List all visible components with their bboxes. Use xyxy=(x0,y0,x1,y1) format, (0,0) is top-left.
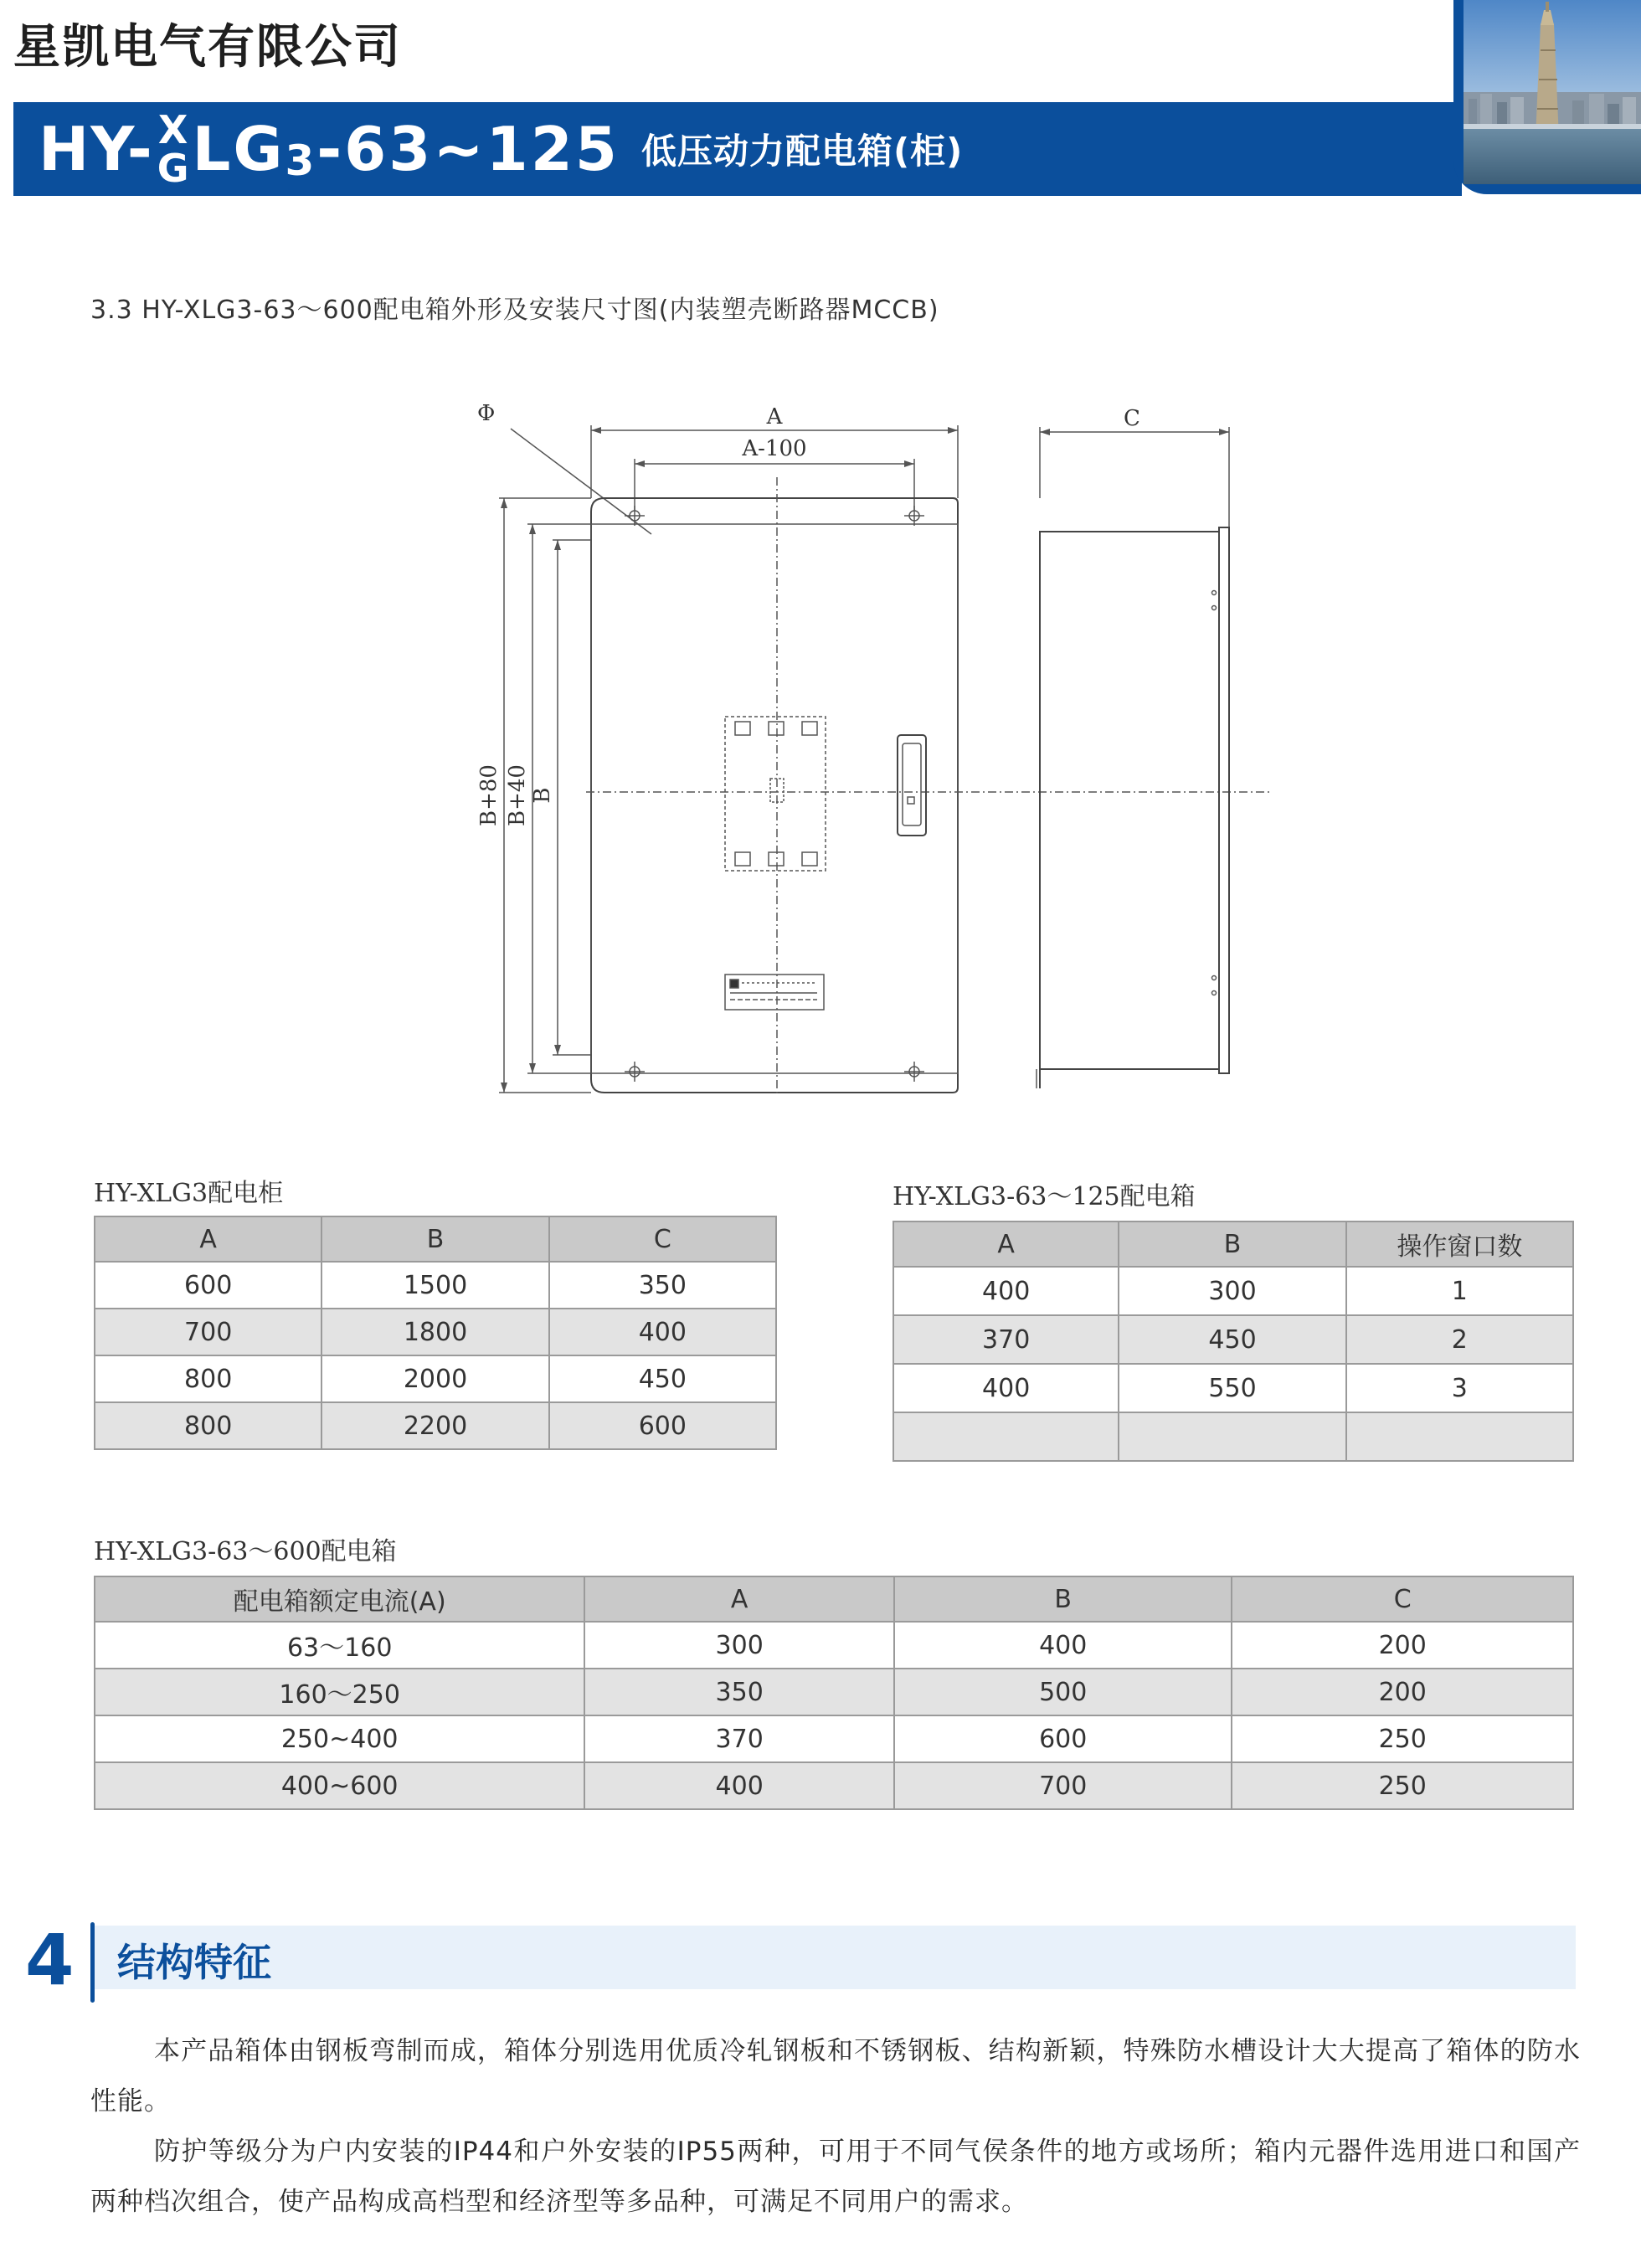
table-cell: 800 xyxy=(95,1355,322,1402)
breaker-terminal xyxy=(802,722,817,735)
model-prefix: HY- xyxy=(39,114,154,184)
table-header-cell: A xyxy=(893,1221,1119,1267)
table-header-cell: C xyxy=(549,1216,776,1262)
side-hinge xyxy=(1212,991,1217,995)
nameplate-mark xyxy=(730,980,738,988)
dim-label-b80: B+80 xyxy=(476,764,502,826)
table-cell: 200 xyxy=(1232,1622,1573,1669)
table-cell: 1800 xyxy=(322,1309,548,1355)
product-name: 低压动力配电箱(柜) xyxy=(640,131,964,172)
enclosure-side-body xyxy=(1040,532,1219,1069)
table-row xyxy=(893,1412,1573,1461)
table-row xyxy=(95,1762,1573,1809)
model-title xyxy=(39,102,963,196)
dim-label-c: C xyxy=(1124,406,1140,431)
structure-paragraph-1: 本产品箱体由钢板弯制而成，箱体分别选用优质冷轧钢板和不锈钢板、结构新颖，特殊防水槽设计大大提高了箱体的防水性能。 xyxy=(90,2036,1581,2116)
table-cell: 450 xyxy=(549,1355,776,1402)
model-sub: 3 xyxy=(285,136,317,185)
table-box-63-125 xyxy=(893,1221,1574,1462)
table-cell: 700 xyxy=(894,1762,1232,1809)
dim-label-phi: Φ xyxy=(477,401,496,426)
table-cell: 160～250 xyxy=(95,1669,584,1715)
breaker-terminal xyxy=(802,852,817,866)
side-hinge xyxy=(1212,976,1217,980)
table-cell: 550 xyxy=(1119,1364,1345,1412)
title-banner xyxy=(13,102,1462,196)
table-cell: 450 xyxy=(1119,1315,1345,1364)
section-4-number: 4 xyxy=(25,1919,75,2001)
breaker-terminal xyxy=(769,852,784,866)
table-header-cell: A xyxy=(95,1216,322,1262)
table-cell: 350 xyxy=(549,1262,776,1309)
mccb-breaker xyxy=(725,717,826,871)
table-header-cell: 配电箱额定电流(A) xyxy=(95,1576,584,1622)
table-cell: 400 xyxy=(549,1309,776,1355)
model-xg-stack xyxy=(157,107,189,191)
table-cell xyxy=(1346,1412,1573,1461)
table-cell: 400 xyxy=(893,1364,1119,1412)
table-header-cell: A xyxy=(584,1576,894,1622)
breaker-terminal xyxy=(735,722,750,735)
table-cell: 1 xyxy=(1346,1267,1573,1315)
table-row xyxy=(893,1267,1573,1315)
table-cell: 2200 xyxy=(322,1402,548,1449)
section-4-divider xyxy=(90,1922,95,2003)
breaker-terminal xyxy=(769,722,784,735)
table-cell: 370 xyxy=(584,1715,894,1762)
table-cell: 250 xyxy=(1232,1715,1573,1762)
model-x: X xyxy=(157,107,188,152)
table-cell: 600 xyxy=(549,1402,776,1449)
structure-paragraph-2: 防护等级分为户内安装的IP44和户外安装的IP55两种，可用于不同气侯条件的地方或场所；箱内元器件选用进口和国产两种档次组合，使产品构成高档型和经济型等多品种，可满足不同用户的需求。 xyxy=(90,2137,1581,2217)
table-cell: 400 xyxy=(584,1762,894,1809)
table-row xyxy=(95,1402,776,1449)
table-header-cell: 操作窗口数 xyxy=(1346,1221,1573,1267)
model-g: G xyxy=(157,146,189,191)
table-cell xyxy=(1119,1412,1345,1461)
table-cell xyxy=(893,1412,1119,1461)
model-lg xyxy=(192,114,619,184)
table-cabinet-dimensions xyxy=(94,1216,777,1450)
dim-label-b: B xyxy=(530,787,555,804)
table-cell: 400 xyxy=(894,1622,1232,1669)
table-row xyxy=(95,1622,1573,1669)
table-row xyxy=(893,1315,1573,1364)
table-cell: 300 xyxy=(1119,1267,1345,1315)
table-header-cell: B xyxy=(894,1576,1232,1622)
door-lock-inner xyxy=(903,743,921,825)
table-row xyxy=(95,1309,776,1355)
table-cell: 370 xyxy=(893,1315,1119,1364)
table-cell: 800 xyxy=(95,1402,322,1449)
section-4-band xyxy=(90,1926,1576,1989)
table-row xyxy=(95,1355,776,1402)
city-skyline-photo xyxy=(1453,0,1641,194)
table-cell: 300 xyxy=(584,1622,894,1669)
door-lock-keyhole xyxy=(908,797,914,804)
table-header-cell: B xyxy=(322,1216,548,1262)
enclosure-dimension-drawing xyxy=(435,393,1289,1097)
table-cell: 500 xyxy=(894,1669,1232,1715)
table-cell: 250 xyxy=(1232,1762,1573,1809)
table-row xyxy=(95,1262,776,1309)
table-header-cell: C xyxy=(1232,1576,1573,1622)
nameplate xyxy=(725,975,824,1010)
table-row xyxy=(893,1364,1573,1412)
table-box-63-600 xyxy=(94,1576,1574,1810)
table-row xyxy=(95,1669,1573,1715)
model-lg-text: LG xyxy=(192,114,286,184)
table-header-row xyxy=(95,1576,1573,1622)
table-cell: 600 xyxy=(894,1715,1232,1762)
company-name: 星凯电气有限公司 xyxy=(13,20,402,75)
table-header-row xyxy=(95,1216,776,1262)
table-cell: 350 xyxy=(584,1669,894,1715)
table-cell: 63～160 xyxy=(95,1622,584,1669)
dim-label-a: A xyxy=(766,404,783,429)
enclosure-side-door xyxy=(1219,527,1229,1073)
table3-caption: HY-XLG3-63～600配电箱 xyxy=(94,1537,397,1566)
table2-caption: HY-XLG3-63～125配电箱 xyxy=(893,1182,1196,1211)
table-header-cell: B xyxy=(1119,1221,1345,1267)
side-hinge xyxy=(1212,606,1217,610)
side-hinge xyxy=(1212,591,1217,595)
breaker-terminal xyxy=(735,852,750,866)
table-cell: 250~400 xyxy=(95,1715,584,1762)
section-4-title: 结构特征 xyxy=(117,1940,271,1985)
table-cell: 2 xyxy=(1346,1315,1573,1364)
table-cell: 700 xyxy=(95,1309,322,1355)
door-lock-handle xyxy=(898,735,926,836)
table-cell: 600 xyxy=(95,1262,322,1309)
table-header-row xyxy=(893,1221,1573,1267)
table-cell: 3 xyxy=(1346,1364,1573,1412)
model-range: -63~125 xyxy=(316,114,620,184)
table-cell: 400 xyxy=(893,1267,1119,1315)
skyline-image xyxy=(1464,0,1641,184)
section-3-3-title: 3.3 HY-XLG3-63～600配电箱外形及安装尺寸图(内装塑壳断路器MCCB) xyxy=(90,296,939,325)
dim-label-b40: B+40 xyxy=(505,764,530,826)
table-cell: 200 xyxy=(1232,1669,1573,1715)
table-row xyxy=(95,1715,1573,1762)
table-cell: 2000 xyxy=(322,1355,548,1402)
dim-label-a100: A-100 xyxy=(742,436,807,461)
table-cell: 400~600 xyxy=(95,1762,584,1809)
table-cell: 1500 xyxy=(322,1262,548,1309)
table1-caption: HY-XLG3配电柜 xyxy=(94,1179,284,1208)
